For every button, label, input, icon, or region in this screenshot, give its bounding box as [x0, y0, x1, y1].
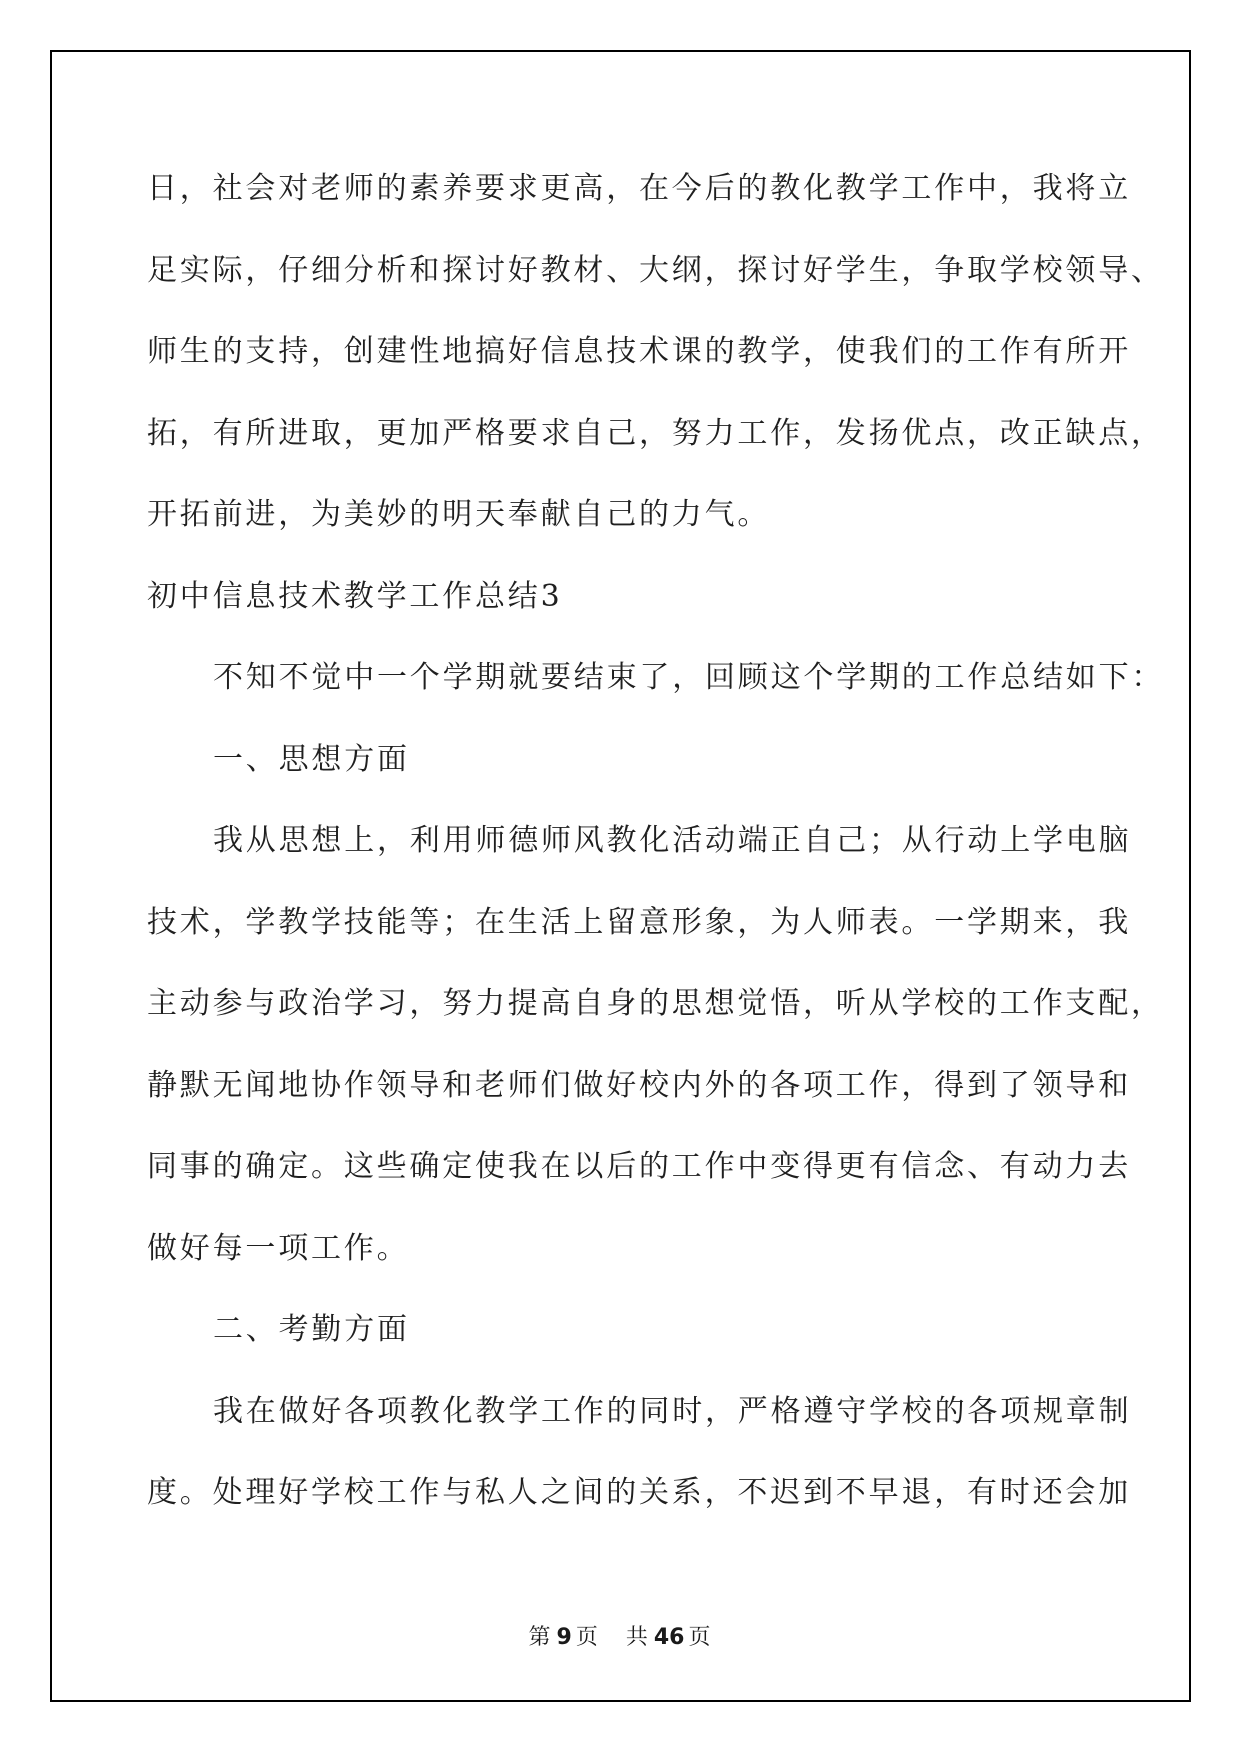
- document-line-text: 初中信息技术教学工作总结3: [147, 578, 563, 614]
- document-line: [147, 1371, 1147, 1453]
- page-indicator: [0, 1618, 1241, 1658]
- document-line: [147, 393, 1164, 475]
- document-line-text: 度。处理好学校工作与私人之间的关系，不迟到不早退，有时还会加: [147, 1475, 1131, 1510]
- document-line-text: 日，社会对老师的素养要求更高，在今后的教化教学工作中，我将立: [147, 171, 1131, 206]
- total-pages-number: 46: [653, 1625, 685, 1650]
- document-line: [147, 1289, 1147, 1371]
- document-line-text: 我从思想上，利用师德师风教化活动端正自己；从行动上学电脑: [213, 823, 1132, 858]
- document-line-text: 开拓前进，为美妙的明天奉献自己的力气。: [147, 497, 771, 532]
- document-line: [147, 311, 1147, 393]
- document-line-text: 做好每一项工作。: [147, 1230, 410, 1266]
- document-line: [147, 474, 1147, 556]
- document-line-text: 师生的支持，创建性地搞好信息技术课的教学，使我们的工作有所开: [147, 334, 1131, 369]
- document-line-text: 我在做好各项教化教学工作的同时，严格遵守学校的各项规章制: [213, 1393, 1132, 1429]
- document-line-text: 主动参与政治学习，努力提高自身的思想觉悟，听从学校的工作支配，: [147, 986, 1164, 1021]
- document-line: [147, 1045, 1147, 1127]
- document-line: [147, 882, 1147, 964]
- document-line-text: 拓，有所进取，更加严格要求自己，努力工作，发扬优点，改正缺点，: [147, 415, 1164, 451]
- document-line-text: 技术，学教学技能等；在生活上留意形象，为人师表。一学期来，我: [147, 904, 1131, 940]
- document-line: [147, 1452, 1147, 1534]
- document-line-text: 一、思想方面: [213, 741, 410, 777]
- total-pages-unit: 页: [688, 1625, 713, 1650]
- document-line: [147, 637, 1165, 719]
- document-line: [147, 556, 1147, 638]
- document-line-text: 不知不觉中一个学期就要结束了，回顾这个学期的工作总结如下：: [213, 660, 1165, 695]
- page-unit: 页: [575, 1625, 600, 1650]
- document-line-text: 二、考勤方面: [213, 1312, 410, 1347]
- document-line: [147, 719, 1147, 801]
- total-prefix: 共: [625, 1625, 650, 1650]
- document-line: [147, 1208, 1147, 1290]
- document-line-text: 静默无闻地协作领导和老师们做好校内外的各项工作，得到了领导和: [147, 1067, 1131, 1103]
- document-line-text: 同事的确定。这些确定使我在以后的工作中变得更有信念、有动力去: [147, 1149, 1131, 1184]
- document-line: [147, 230, 1164, 312]
- document-line: [147, 1126, 1147, 1208]
- document-line: [147, 148, 1147, 230]
- document-line-text: 足实际，仔细分析和探讨好教材、大纲，探讨好学生，争取学校领导、: [147, 252, 1164, 288]
- page-indicator-prefix: 第: [528, 1625, 553, 1650]
- document-line: [147, 800, 1147, 882]
- page-number: 9: [556, 1625, 572, 1650]
- document-line: [147, 963, 1164, 1045]
- document-content: [147, 148, 1165, 1534]
